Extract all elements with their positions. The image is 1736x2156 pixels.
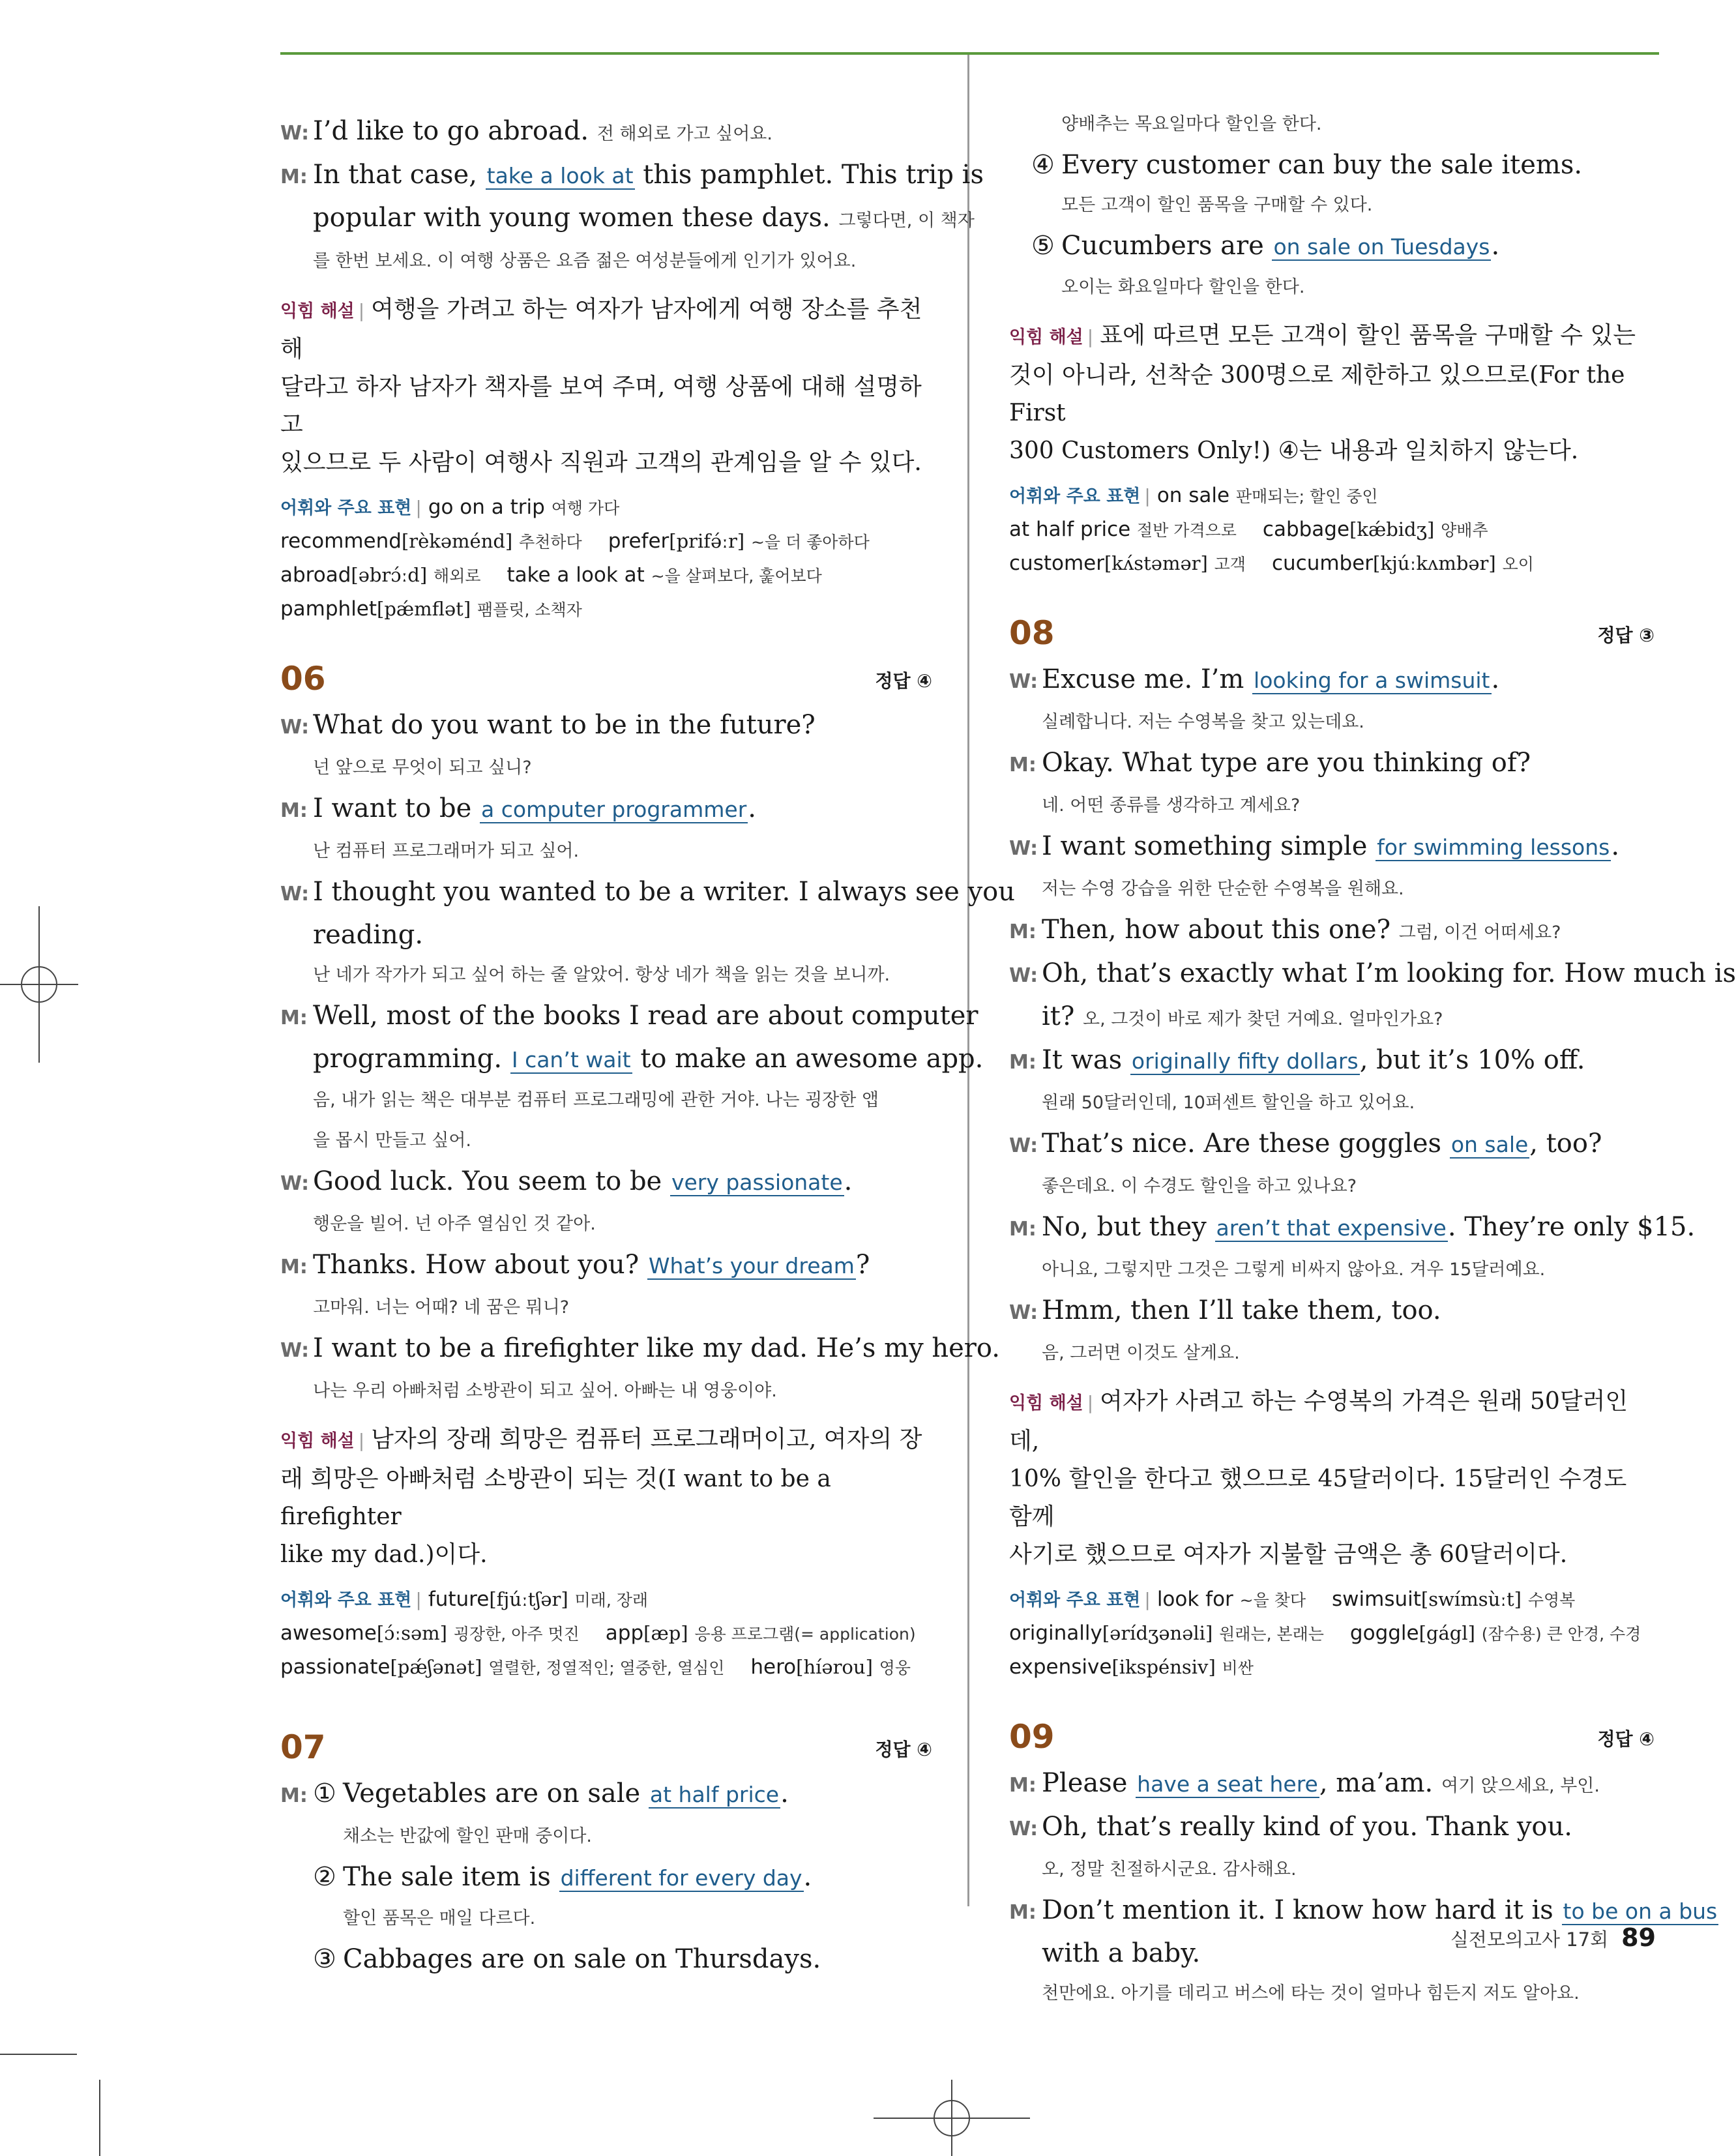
korean-translation: 를 한번 보세요. 이 여행 상품은 요즘 젊은 여성분들에게 인기가 있어요.	[313, 251, 857, 271]
explanation-label: 익힘 해설	[1009, 327, 1083, 347]
option-number: ④	[1031, 150, 1055, 180]
vocab-word: cabbage	[1262, 518, 1350, 541]
dialogue-line	[1009, 1123, 1655, 1166]
vocab-meaning: 열렬한, 정열적인; 열중한, 열심인	[488, 1659, 725, 1677]
column-divider	[967, 55, 969, 1906]
korean-translation: 채소는 반값에 할인 판매 중이다.	[343, 1826, 592, 1846]
option-number: ②	[313, 1862, 336, 1892]
speaker-label: M:	[280, 1007, 308, 1029]
answer-key: 정답 ④	[875, 1739, 932, 1760]
korean-translation: 고마워. 너는 어때? 네 꿈은 뭐니?	[313, 1297, 570, 1318]
dialogue-line	[1009, 1290, 1655, 1333]
korean-translation: 모든 고객이 할인 품목을 구매할 수 있다.	[1061, 195, 1373, 215]
english-text: , but it’s 10% off.	[1359, 1045, 1585, 1075]
vocab-meaning: 절반 가격으로	[1137, 521, 1237, 540]
dialogue-line	[1009, 1207, 1696, 1250]
english-text: It was	[1042, 1045, 1123, 1075]
vocabulary: 어휘와 주요 표현 | go on a trip 여행 가다 recommend[rèkəménd] 추천하다 prefer[prifə́ːr] ~을 더 좋아하다 abroad[əbrɔ́ːd] 해외로 take a look at ~을 살펴보다, 훑어보다 pamphlet[pǽmflət] 팸플릿, 소책자	[280, 495, 870, 621]
korean-translation: 할인 품목은 매일 다르다.	[343, 1908, 536, 1928]
english-text: , ma’am.	[1319, 1768, 1434, 1798]
english-text: Thanks. How about you?	[313, 1250, 640, 1280]
vocab-meaning: 오이	[1502, 555, 1534, 574]
speaker-label: M:	[280, 799, 308, 822]
speaker-label: W:	[280, 883, 310, 906]
dialogue-line	[1009, 826, 1655, 869]
dialogue-line	[280, 155, 984, 198]
speaker-label: W:	[1009, 1818, 1038, 1840]
english-text: What do you want to be in the future?	[313, 710, 816, 740]
answer-blank: originally fifty dollars	[1131, 1048, 1359, 1074]
korean-translation: 난 컴퓨터 프로그래머가 되고 싶어.	[313, 841, 580, 861]
dialogue-line	[280, 996, 978, 1039]
explanation-text: 남자의 장래 희망은 컴퓨터 프로그래머이고, 여자의 장	[371, 1426, 922, 1453]
english-text: Vegetables are on sale	[343, 1779, 641, 1809]
question-number: 07	[280, 1728, 326, 1766]
korean-translation: 원래 50달러인데, 10퍼센트 할인을 하고 있어요.	[1042, 1093, 1415, 1113]
answer-key: 정답 ④	[1597, 1728, 1655, 1750]
english-text: I want to be a firefighter like my dad. He’s my hero.	[313, 1333, 1001, 1363]
dialogue-line	[1009, 1040, 1655, 1083]
vocabulary-label: 어휘와 주요 표현	[280, 1590, 412, 1610]
explanation-text: 래 희망은 아빠처럼 소방관이 되는 것(I want to be a firefighter	[280, 1466, 831, 1530]
dialogue-line	[280, 111, 932, 155]
korean-translation: 천만에요. 아기를 데리고 버스에 타는 것이 얼마나 힘든지 저도 알아요.	[1042, 1983, 1580, 2003]
explanation: 익힘 해설 | 여자가 사려고 하는 수영복의 가격은 원래 50달러인데, 10% 할인을 한다고 했으므로 45달러이다. 15달러인 수경도 함께 사기로 했으므로 여자가 지불할 금액은 총 60달러이다.	[1009, 1383, 1655, 1574]
speaker-label: M:	[1009, 1901, 1037, 1924]
english-text: Excuse me. I’m	[1042, 664, 1244, 694]
question-number: 06	[280, 660, 326, 698]
explanation: 익힘 해설 | 남자의 장래 희망은 컴퓨터 프로그래머이고, 여자의 장 래 희망은 아빠처럼 소방관이 되는 것(I want to be a firefighter like my dad.)이다.	[280, 1421, 932, 1574]
vocab-meaning: 양배추	[1441, 521, 1488, 540]
page-number: 89	[1621, 1923, 1656, 1952]
english-text: .	[844, 1166, 853, 1196]
english-text: Well, most of the books I read are about computer	[313, 1001, 978, 1031]
vocab-meaning: 영웅	[879, 1659, 911, 1677]
question-header	[280, 1721, 932, 1773]
vocab-word: pamphlet	[280, 597, 377, 621]
vocab-word: take a look at	[507, 563, 645, 587]
english-text: popular with young women these days.	[313, 203, 831, 233]
english-text: Hmm, then I’ll take them, too.	[1042, 1295, 1441, 1325]
vocab-word: prefer	[608, 529, 669, 553]
vocab-word: app	[605, 1621, 644, 1645]
vocab-word: future	[428, 1587, 490, 1611]
english-text: No, but they	[1042, 1212, 1207, 1242]
speaker-label: W:	[1009, 837, 1038, 860]
vocab-pronunciation: [æp]	[643, 1622, 688, 1644]
english-text: That’s nice. Are these goggles	[1042, 1129, 1442, 1159]
dialogue-line	[280, 198, 975, 241]
vocab-pronunciation: [rèkəménd]	[401, 530, 513, 552]
dialogue-line	[1009, 1807, 1655, 1850]
answer-blank: have a seat here	[1137, 1771, 1318, 1797]
vocab-pronunciation: [fjúːtʃər]	[489, 1588, 568, 1610]
vocab-meaning: 팸플릿, 소책자	[477, 600, 582, 619]
vocab-meaning: 추천하다	[519, 533, 582, 552]
registration-mark-icon	[0, 945, 78, 1024]
vocab-pronunciation: [pǽmflət]	[377, 598, 471, 620]
footer-title: 실전모의고사 17회	[1450, 1928, 1609, 1951]
vocab-word: abroad	[280, 563, 351, 587]
vocab-word: goggle	[1349, 1621, 1419, 1645]
question-header	[280, 653, 932, 705]
explanation-text: 여행을 가려고 하는 여자가 남자에게 여행 장소를 추천해	[280, 296, 922, 362]
speaker-label: M:	[1009, 1218, 1037, 1241]
answer-blank: to be on a bus	[1563, 1898, 1718, 1924]
answer-blank: take a look at	[486, 163, 634, 188]
explanation-label: 익힘 해설	[1009, 1393, 1083, 1413]
explanation-text: 10% 할인을 한다고 했으므로 45달러이다. 15달러인 수경도 함께	[1009, 1466, 1627, 1530]
vocab-meaning: 해외로	[434, 567, 481, 585]
vocab-word: customer	[1009, 552, 1104, 575]
vocab-pronunciation: [prifə́ːr]	[669, 530, 745, 552]
vocabulary-label: 어휘와 주요 표현	[1009, 486, 1141, 507]
english-text: .	[1491, 664, 1500, 694]
vocab-meaning: 판매되는; 할인 중인	[1235, 487, 1378, 506]
korean-translation: 그럼, 이건 어떠세요?	[1398, 923, 1561, 943]
speaker-label: W:	[280, 122, 310, 145]
vocab-meaning: ~을 살펴보다, 훑어보다	[651, 567, 822, 585]
vocab-pronunciation: [swímsùːt]	[1420, 1588, 1522, 1610]
vocab-word: hero	[750, 1655, 797, 1679]
option-line	[1009, 145, 1655, 185]
vocab-meaning: 응용 프로그램(= application)	[694, 1625, 916, 1644]
english-text: .	[748, 793, 756, 823]
option-line	[280, 1773, 932, 1816]
option-line	[280, 1857, 932, 1898]
korean-translation: 좋은데요. 이 수경도 할인을 하고 있나요?	[1042, 1176, 1357, 1196]
speaker-label: M:	[280, 1784, 308, 1807]
vocab-word: passionate	[280, 1655, 390, 1679]
vocabulary: 어휘와 주요 표현 | look for ~을 찾다 swimsuit[swímsùːt] 수영복 originally[ərídʒənəli] 원래는, 본래는 goggle[gágl] (잠수용) 큰 안경, 수경 expensive[ikspénsiv] 비싼	[1009, 1587, 1641, 1679]
vocab-meaning: 비싼	[1222, 1659, 1254, 1677]
explanation-text: 여자가 사려고 하는 수영복의 가격은 원래 50달러인데,	[1009, 1388, 1628, 1455]
answer-key: 정답 ④	[875, 670, 932, 692]
speaker-label: M:	[1009, 921, 1037, 943]
answer-blank: I can’t wait	[511, 1047, 631, 1072]
vocab-meaning: 수영복	[1527, 1591, 1576, 1610]
speaker-label: W:	[1009, 1134, 1038, 1157]
option-number: ⑤	[1031, 231, 1055, 261]
right-column	[1009, 111, 1736, 2014]
dialogue-line	[280, 1039, 984, 1080]
vocab-meaning: 원래는, 본래는	[1219, 1625, 1324, 1644]
vocab-pronunciation: [híərou]	[796, 1656, 873, 1678]
speaker-label: W:	[1009, 1301, 1038, 1324]
explanation-text: like my dad.)이다.	[280, 1541, 488, 1568]
english-text: ?	[855, 1250, 870, 1280]
vocab-meaning: 굉장한, 아주 멋진	[453, 1625, 580, 1644]
vocab-pronunciation: [kʌ́stəmər]	[1104, 552, 1208, 574]
english-text: this pamphlet. This trip is	[643, 160, 984, 190]
english-text: it?	[1042, 1001, 1075, 1031]
explanation-text: 300 Customers Only!) ④는 내용과 일치하지 않는다.	[1009, 437, 1579, 464]
vocab-pronunciation: [pǽʃənət]	[390, 1656, 482, 1678]
speaker-label: M:	[280, 166, 308, 188]
korean-translation: 오이는 화요일마다 할인을 한다.	[1061, 277, 1305, 297]
dialogue-line	[1009, 909, 1655, 953]
korean-translation: 을 몹시 만들고 싶어.	[313, 1130, 471, 1151]
vocab-word: go on a trip	[428, 495, 545, 519]
english-text: I want something simple	[1042, 831, 1368, 861]
speaker-label: W:	[1009, 670, 1038, 693]
explanation-text: 표에 따르면 모든 고객이 할인 품목을 구매할 수 있는	[1100, 322, 1636, 349]
korean-translation: 양배추는 목요일마다 할인을 한다.	[1061, 114, 1322, 134]
answer-blank: a computer programmer	[481, 797, 747, 822]
vocab-word: on sale	[1156, 484, 1230, 507]
english-text: I thought you wanted to be a writer. I always see you	[313, 877, 1016, 907]
vocab-word: awesome	[280, 1621, 377, 1645]
english-text: Oh, that’s exactly what I’m looking for. How much is	[1042, 958, 1736, 988]
english-text: Every customer can buy the sale items.	[1061, 150, 1583, 180]
english-text: The sale item is	[343, 1862, 551, 1892]
vocab-meaning: 고객	[1214, 555, 1246, 574]
speaker-label: M:	[280, 1256, 308, 1278]
english-text: , too?	[1529, 1129, 1602, 1159]
dialogue-line	[1009, 743, 1655, 786]
english-text: In that case,	[313, 160, 477, 190]
korean-translation: 그렇다면, 이 책자	[838, 211, 975, 231]
speaker-label: M:	[1009, 1774, 1037, 1797]
speaker-label: W:	[280, 1172, 310, 1195]
explanation-label: 익힘 해설	[280, 1431, 355, 1451]
answer-blank: on sale on Tuesdays	[1273, 234, 1490, 259]
vocab-word: recommend	[280, 529, 402, 553]
dialogue-line: with a baby.	[1042, 1938, 1201, 1968]
speaker-label: M:	[1009, 1051, 1037, 1074]
english-text: Cabbages are on sale on Thursdays.	[343, 1944, 821, 1974]
explanation-label: 익힘 해설	[280, 301, 355, 321]
english-text: Good luck. You seem to be	[313, 1166, 662, 1196]
korean-translation: 여기 앉으세요, 부인.	[1441, 1776, 1600, 1796]
english-text: Don’t mention it. I know how hard it is	[1042, 1895, 1553, 1925]
explanation: 익힘 해설 | 표에 따르면 모든 고객이 할인 품목을 구매할 수 있는 것이 아니라, 선착순 300명으로 제한하고 있으므로(For the First 300 Customers Only!) ④는 내용과 일치하지 않는다.	[1009, 317, 1655, 470]
vocab-pronunciation: [kjúːkʌmbər]	[1373, 552, 1496, 574]
dialogue-line	[1009, 1763, 1655, 1807]
question-number: 09	[1009, 1718, 1055, 1756]
answer-blank: What’s your dream	[648, 1253, 855, 1278]
dialogue-line: reading.	[313, 920, 424, 950]
option-number: ①	[313, 1779, 336, 1809]
dialogue-line	[280, 1328, 1001, 1371]
english-text: I want to be	[313, 793, 472, 823]
english-text: .	[780, 1779, 789, 1809]
answer-blank: looking for a swimsuit	[1254, 668, 1490, 693]
korean-translation: 넌 앞으로 무엇이 되고 싶니?	[313, 758, 532, 778]
left-column	[280, 111, 1016, 1979]
korean-translation: 전 해외로 가고 싶어요.	[596, 124, 772, 144]
crop-mark-icon	[99, 2080, 100, 2156]
speaker-label: W:	[1009, 964, 1038, 987]
speaker-label: W:	[280, 1339, 310, 1362]
vocab-meaning: 여행 가다	[551, 499, 620, 518]
speaker-label: W:	[280, 716, 310, 739]
option-line	[1009, 226, 1655, 267]
explanation-text: 것이 아니라, 선착순 300명으로 제한하고 있으므로(For the First	[1009, 362, 1625, 426]
english-text: I’d like to go abroad.	[313, 116, 589, 146]
vocabulary-label: 어휘와 주요 표현	[280, 498, 412, 518]
option-number: ③	[313, 1944, 336, 1974]
answer-blank: very passionate	[671, 1170, 843, 1195]
dialogue-line	[280, 705, 932, 748]
vocabulary-label: 어휘와 주요 표현	[1009, 1590, 1141, 1610]
dialogue-line	[1009, 659, 1655, 702]
speaker-label: M:	[1009, 754, 1037, 776]
korean-translation: 오, 정말 친절하시군요. 감사해요.	[1042, 1859, 1297, 1880]
english-text: Cucumbers are	[1061, 231, 1264, 261]
option-line	[280, 1939, 932, 1979]
question-number: 08	[1009, 614, 1055, 652]
vocab-word: expensive	[1009, 1655, 1112, 1679]
korean-translation: 아니요, 그렇지만 그것은 그렇게 비싸지 않아요. 겨우 15달러예요.	[1042, 1260, 1546, 1280]
explanation-text: 사기로 했으므로 여자가 지불할 금액은 총 60달러이다.	[1009, 1541, 1568, 1568]
top-rule	[280, 52, 1659, 55]
answer-blank: at half price	[649, 1782, 780, 1807]
english-text: Okay. What type are you thinking of?	[1042, 748, 1531, 778]
korean-translation: 실례합니다. 저는 수영복을 찾고 있는데요.	[1042, 712, 1364, 732]
vocab-pronunciation: [kǽbidʒ]	[1349, 518, 1435, 540]
korean-translation: 음, 그러면 이것도 살게요.	[1042, 1343, 1240, 1363]
vocabulary: 어휘와 주요 표현 | on sale 판매되는; 할인 중인 at half price 절반 가격으로 cabbage[kǽbidʒ] 양배추 customer[kʌ́stəmər] 고객 cucumber[kjúːkʌmbər] 오이	[1009, 484, 1534, 575]
dialogue-line	[280, 788, 932, 831]
dialogue-line	[280, 1245, 932, 1288]
english-text: .	[803, 1862, 812, 1892]
korean-translation: 행운을 빌어. 넌 아주 열심인 것 같아.	[313, 1214, 596, 1234]
crop-mark-icon	[0, 2054, 77, 2055]
page-footer	[1450, 1923, 1656, 1952]
vocab-pronunciation: [gágl]	[1419, 1622, 1475, 1644]
vocab-meaning: ~을 찾다	[1239, 1591, 1306, 1610]
vocab-word: swimsuit	[1332, 1587, 1421, 1611]
explanation: 익힘 해설 | 여행을 가려고 하는 여자가 남자에게 여행 장소를 추천해 달라고 하자 남자가 책자를 보여 주며, 여행 상품에 대해 설명하고 있으므로 두 사람이 여행사 직원과 고객의 관계임을 알 수 있다.	[280, 291, 932, 482]
vocab-word: originally	[1009, 1621, 1102, 1645]
korean-translation: 난 네가 작가가 되고 싶어 하는 줄 알았어. 항상 네가 책을 읽는 것을 보니까.	[313, 965, 890, 985]
dialogue-line	[1009, 953, 1736, 996]
english-text: .	[1611, 831, 1620, 861]
vocab-pronunciation: [ikspénsiv]	[1111, 1656, 1216, 1678]
english-text: .	[1491, 231, 1500, 261]
question-header	[1009, 607, 1655, 659]
explanation-text: 있으므로 두 사람이 여행사 직원과 고객의 관계임을 알 수 있다.	[280, 449, 922, 476]
english-text: to make an awesome app.	[640, 1044, 984, 1074]
korean-translation: 저는 수영 강습을 위한 단순한 수영복을 원해요.	[1042, 879, 1404, 899]
answer-blank: aren’t that expensive	[1216, 1215, 1447, 1241]
vocab-meaning: ~을 더 좋아하다	[750, 533, 870, 552]
vocab-meaning: (잠수용) 큰 안경, 수경	[1481, 1625, 1641, 1644]
vocab-pronunciation: [əbrɔ́ːd]	[351, 564, 428, 586]
english-text: Then, how about this one?	[1042, 915, 1391, 945]
registration-mark-icon	[874, 2080, 1030, 2156]
answer-blank: on sale	[1450, 1132, 1529, 1157]
vocab-word: look for	[1156, 1587, 1233, 1611]
vocabulary: 어휘와 주요 표현 | future[fjúːtʃər] 미래, 장래 awesome[ɔ́ːsəm] 굉장한, 아주 멋진 app[æp] 응용 프로그램(= application) passionate[pǽʃənət] 열렬한, 정열적인; 열중한, 열심인 hero[híərou] 영웅	[280, 1587, 916, 1679]
answer-blank: different for every day	[560, 1865, 802, 1891]
dialogue-line	[1009, 996, 1655, 1040]
vocab-pronunciation: [ɔ́ːsəm]	[376, 1622, 447, 1644]
vocab-meaning: 미래, 장래	[574, 1591, 649, 1610]
answer-blank: for swimming lessons	[1377, 834, 1610, 860]
korean-translation: 음, 내가 읽는 책은 대부분 컴퓨터 프로그래밍에 관한 거야. 나는 굉장한 앱	[313, 1090, 879, 1110]
question-header	[1009, 1711, 1655, 1763]
korean-translation: 오, 그것이 바로 제가 찾던 거예요. 얼마인가요?	[1083, 1009, 1443, 1029]
english-text: Please	[1042, 1768, 1128, 1798]
english-text: programming.	[313, 1044, 503, 1074]
dialogue-line	[280, 872, 1016, 915]
english-text: . They’re only $15.	[1447, 1212, 1696, 1242]
answer-key: 정답 ③	[1597, 625, 1655, 646]
korean-translation: 나는 우리 아빠처럼 소방관이 되고 싶어. 아빠는 내 영웅이야.	[313, 1381, 777, 1401]
vocab-word: cucumber	[1271, 552, 1374, 575]
english-text: Oh, that’s really kind of you. Thank you.	[1042, 1812, 1572, 1842]
dialogue-line	[280, 1161, 932, 1204]
explanation-text: 달라고 하자 남자가 책자를 보여 주며, 여행 상품에 대해 설명하고	[280, 374, 922, 438]
vocab-word: at half price	[1009, 518, 1131, 541]
vocab-pronunciation: [ərídʒənəli]	[1102, 1622, 1213, 1644]
korean-translation: 네. 어떤 종류를 생각하고 계세요?	[1042, 795, 1301, 816]
